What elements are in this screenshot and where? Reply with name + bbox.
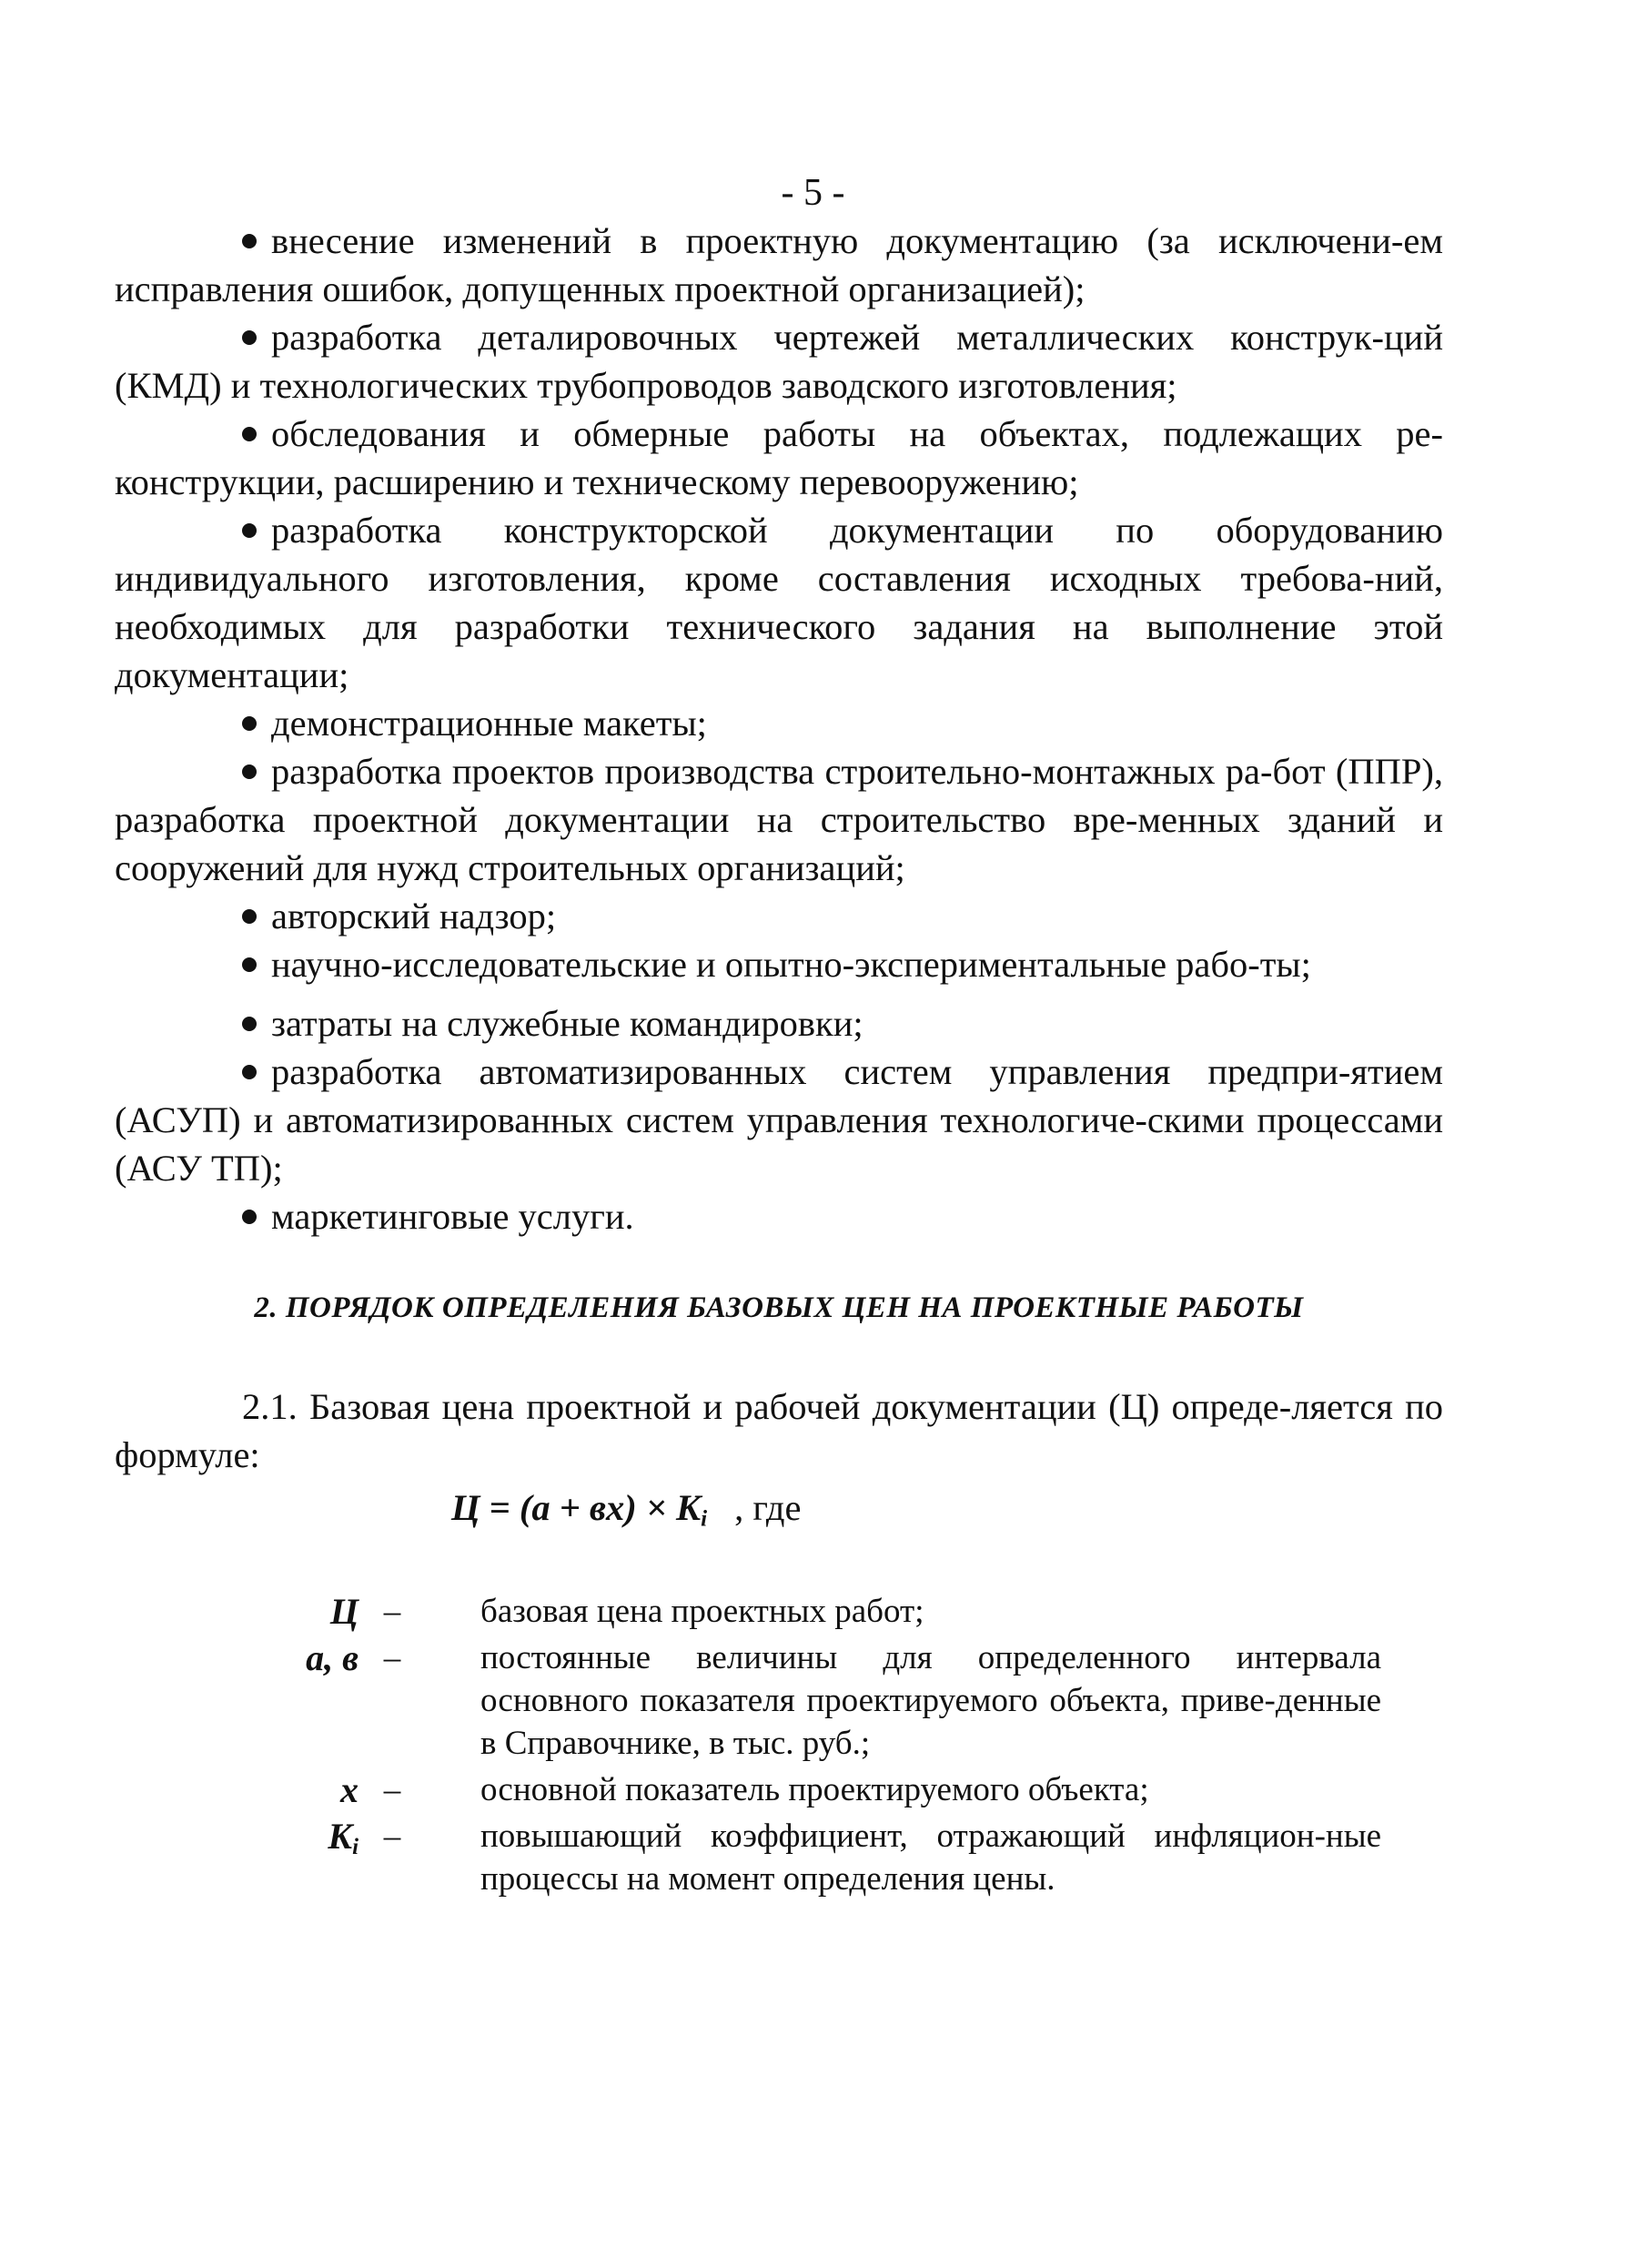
list-item-text: внесение изменений в проектную документацию (за исключени-ем исправления ошибок, допущенных проектной организацией); <box>115 220 1443 309</box>
bullet-icon <box>242 909 257 924</box>
definition-symbol: Ц <box>329 1591 359 1633</box>
bullet-list <box>115 217 1443 1240</box>
bullet-icon <box>242 1017 257 1031</box>
list-item-text: разработка проектов производства строительно-монтажных ра-бот (ППР), разработка проектной документации на строительство вре-менных зданий и сооружений для нужд строительных организаций; <box>115 751 1443 888</box>
list-item <box>115 410 1443 506</box>
bullet-icon <box>242 330 257 345</box>
formula-intro-paragraph: 2.1. Базовая цена проектной и рабочей документации (Ц) опреде-ляется по формуле: <box>115 1386 1443 1475</box>
definition-dash: – <box>383 1593 401 1631</box>
list-item-text: затраты на служебные командировки; <box>271 1003 863 1044</box>
list-item <box>115 506 1443 699</box>
bullet-icon <box>242 1065 257 1079</box>
definition-text: базовая цена проектных работ; <box>480 1593 924 1631</box>
formula-main: Ц = (а + вх) × K <box>451 1487 702 1528</box>
definition-text: постоянные величины для определенного интервала основного показателя проектируемого объекта, приве-денные в Справочнике, в тыс. руб.; <box>480 1639 1381 1763</box>
formula-where: , где <box>734 1487 802 1528</box>
list-item <box>115 892 1443 940</box>
bullet-icon <box>242 1210 257 1224</box>
list-item <box>115 1048 1443 1192</box>
definition-symbol <box>115 1815 359 1900</box>
list-item-text: научно-исследовательские и опытно-экспериментальные рабо-ты; <box>271 944 1311 985</box>
definition-row <box>115 1768 1443 1811</box>
formula-expression <box>451 1487 708 1532</box>
definition-row <box>115 1636 1443 1765</box>
list-item-text: разработка деталировочных чертежей металлических конструк-ций (КМД) и технологических трубопроводов заводского изготовления; <box>115 317 1443 406</box>
list-item-text: авторский надзор; <box>271 896 557 937</box>
formula-subscript: i <box>701 1506 708 1532</box>
definition-dash: – <box>383 1639 401 1677</box>
bullet-icon <box>242 427 257 441</box>
bullet-icon <box>242 957 257 972</box>
definition-dash: – <box>383 1771 401 1809</box>
list-item <box>115 217 1443 313</box>
page-number: - 5 - <box>781 172 845 214</box>
price-formula <box>451 1483 1443 1544</box>
definition-symbol: х <box>340 1769 359 1811</box>
list-item-text: разработка конструкторской документации по оборудованию индивидуального изготовления, кроме составления исходных требова-ний, необходимых для разработки технического задания на выполнение этой документации; <box>115 510 1443 695</box>
list-item <box>115 747 1443 892</box>
list-item <box>115 1192 1443 1240</box>
bullet-icon <box>242 764 257 779</box>
page-content <box>115 217 1443 1904</box>
definition-symbol-subscript: i <box>352 1835 359 1860</box>
definition-row <box>115 1815 1443 1900</box>
definition-text: основной показатель проектируемого объекта; <box>480 1771 1149 1809</box>
definitions-list <box>115 1590 1443 1900</box>
list-item <box>115 699 1443 747</box>
list-item-text: разработка автоматизированных систем управления предпри-ятием (АСУП) и автоматизированных систем управления технологиче-скими процессами (АСУ ТП); <box>115 1051 1443 1189</box>
list-item <box>115 999 1443 1048</box>
list-item-text: маркетинговые услуги. <box>271 1196 634 1237</box>
definition-row <box>115 1590 1443 1633</box>
bullet-icon <box>242 523 257 538</box>
definition-symbol-main: K <box>328 1816 353 1858</box>
list-item <box>115 313 1443 410</box>
bullet-icon <box>242 234 257 248</box>
bullet-icon <box>242 716 257 731</box>
list-item-text: обследования и обмерные работы на объектах, подлежащих ре-конструкции, расширению и техническому перевооружению; <box>115 413 1443 502</box>
section-heading: 2. ПОРЯДОК ОПРЕДЕЛЕНИЯ БАЗОВЫХ ЦЕН НА ПРОЕКТНЫЕ РАБОТЫ <box>254 1291 1304 1324</box>
definition-dash: – <box>383 1817 401 1856</box>
definition-symbol: а, в <box>306 1637 359 1679</box>
list-item <box>115 940 1443 988</box>
definition-text: повышающий коэффициент, отражающий инфляцион-ные процессы на момент определения цены. <box>480 1817 1381 1898</box>
list-item-text: демонстрационные макеты; <box>271 703 707 744</box>
